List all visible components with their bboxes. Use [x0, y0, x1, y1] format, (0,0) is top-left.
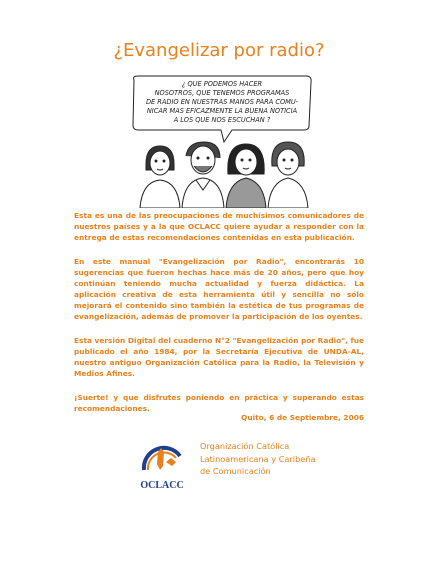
org-line: Organización Católica	[200, 441, 290, 451]
cartoon-illustration	[128, 74, 316, 208]
person-2	[182, 142, 224, 208]
digital-version-paragraph: Esta versión Digital del cuaderno N°2 "Evangelización por Radio", fue publicado el año 1984, por la Secretaría Ejecutiva de UNDA-AL, nuestro antiguo Organización Católica para la Radio, la Televisión y Medios Afines.	[74, 336, 364, 378]
org-line: Latinoamericana y Caribeña	[200, 453, 316, 464]
closing-paragraph: ¡Suerte! y que disfrutes poniendo en práctica y superando estas recomendaciones.	[74, 393, 364, 413]
bubble-line: ¿ QUE PODEMOS HACER	[181, 80, 263, 88]
logo-wordmark: OCLACC	[140, 480, 184, 491]
page-title: ¿Evangelizar por radio?	[113, 40, 325, 61]
bubble-line: DE RADIO EN NUESTRAS MANOS PARA COMU-	[145, 98, 299, 106]
person-3	[226, 144, 266, 208]
intro-paragraph: Esta es una de las preocupaciones de muchísimos comunicadores de nuestros países y a la que OCLACC quiere ayudar a responder con la entrega de estas recomendaciones contenidas en esta publicación.	[74, 211, 364, 242]
date-line: Quito, 6 de Septiembre, 2006	[241, 413, 364, 422]
bubble-line: NOSOTROS, QUE TENEMOS PROGRAMAS	[154, 89, 290, 97]
oclacc-logo	[136, 436, 188, 494]
bubble-line: NICAR MAS EFICAZMENTE LA BUENA NOTICIA	[146, 107, 298, 115]
organization-name	[200, 440, 340, 478]
person-1	[140, 146, 180, 208]
person-4	[268, 142, 308, 208]
bubble-line: A LOS QUE NOS ESCUCHAN ?	[173, 116, 271, 124]
org-line: de Comunicación	[200, 466, 271, 476]
manual-paragraph: En este manual "Evangelización por Radio", encontrarás 10 sugerencias que fueron hechas hace más de 20 años, pero que hoy continúan teniendo mucha actualidad y fuerza didáctica. La aplicación creativa de esta herramienta útil y sencilla no sólo mejorará el contenido sino también la estética de tus programas de evangelización, además de promover la participación de los oyentes.	[74, 257, 364, 321]
